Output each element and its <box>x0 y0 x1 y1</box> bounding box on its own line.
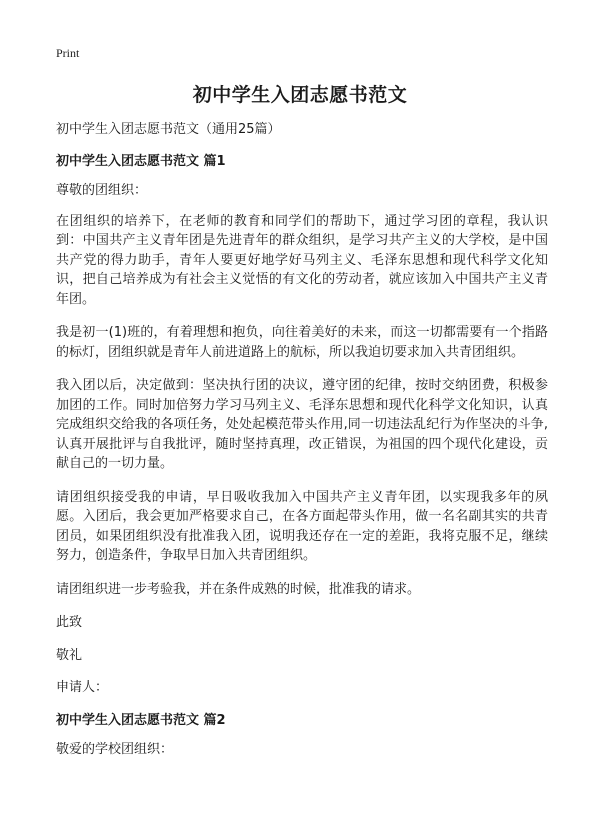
document-subtitle: 初中学生入团志愿书范文（通用25篇） <box>56 122 281 137</box>
body-paragraph: 我是初一(1)班的，有着理想和抱负，向往着美好的未来，而这一切都需要有一个指路的标灯，团组织就是青年人前进道路上的航标，所以我迫切要求加入共青团组织。 <box>56 325 548 360</box>
applicant-line: 申请人： <box>56 680 109 695</box>
section-heading-2: 初中学生入团志愿书范文 篇2 <box>56 712 226 728</box>
print-link[interactable]: Print <box>56 46 80 60</box>
document-title: 初中学生入团志愿书范文 <box>192 84 408 106</box>
document-body <box>56 120 548 771</box>
body-paragraph: 在团组织的培养下，在老师的教育和同学们的帮助下，通过学习团的章程，我认识到：中国共产主义青年团是先进青年的群众组织，是学习共产主义的大学校，是中国共产党的得力助手，青年人要更好地学好马列主义、毛泽东思想和现代科学文化知识，把自己培养成为有社会主义觉悟的有文化的劳动者，就应该加入中国共产主义青年团。 <box>56 213 548 307</box>
closing-salute: 敬礼 <box>56 647 83 663</box>
closing-line: 此致 <box>56 615 83 630</box>
body-paragraph: 请团组织进一步考验我，并在条件成熟的时候，批准我的请求。 <box>56 581 421 597</box>
body-paragraph: 请团组织接受我的申请，早日吸收我加入中国共产主义青年团，以实现我多年的夙愿。入团后，我会更加严格要求自己，在各方面起带头作用，做一名名副其实的共青团员，如果团组织没有批准我入团，说明我还存在一定的差距，我将克服不足，继续努力，创造条件，争取早日加入共青团组织。 <box>56 489 548 563</box>
salutation: 敬爱的学校团组织： <box>56 742 174 757</box>
body-paragraph: 我入团以后，决定做到：坚决执行团的决议，遵守团的纪律，按时交纳团费，积极参加团的工作。同时加倍努力学习马列主义、毛泽东思想和现代化科学文化知识，认真完成组织交给我的各项任务，处处起模范带头作用,同一切违法乱纪行为作坚决的斗争,认真开展批评与自我批评，随时坚持真理，改正错误，为祖国的四个现代化建设，贡献自己的一切力量。 <box>56 378 548 471</box>
section-heading-1: 初中学生入团志愿书范文 篇1 <box>56 153 226 169</box>
salutation: 尊敬的团组织： <box>56 183 148 198</box>
